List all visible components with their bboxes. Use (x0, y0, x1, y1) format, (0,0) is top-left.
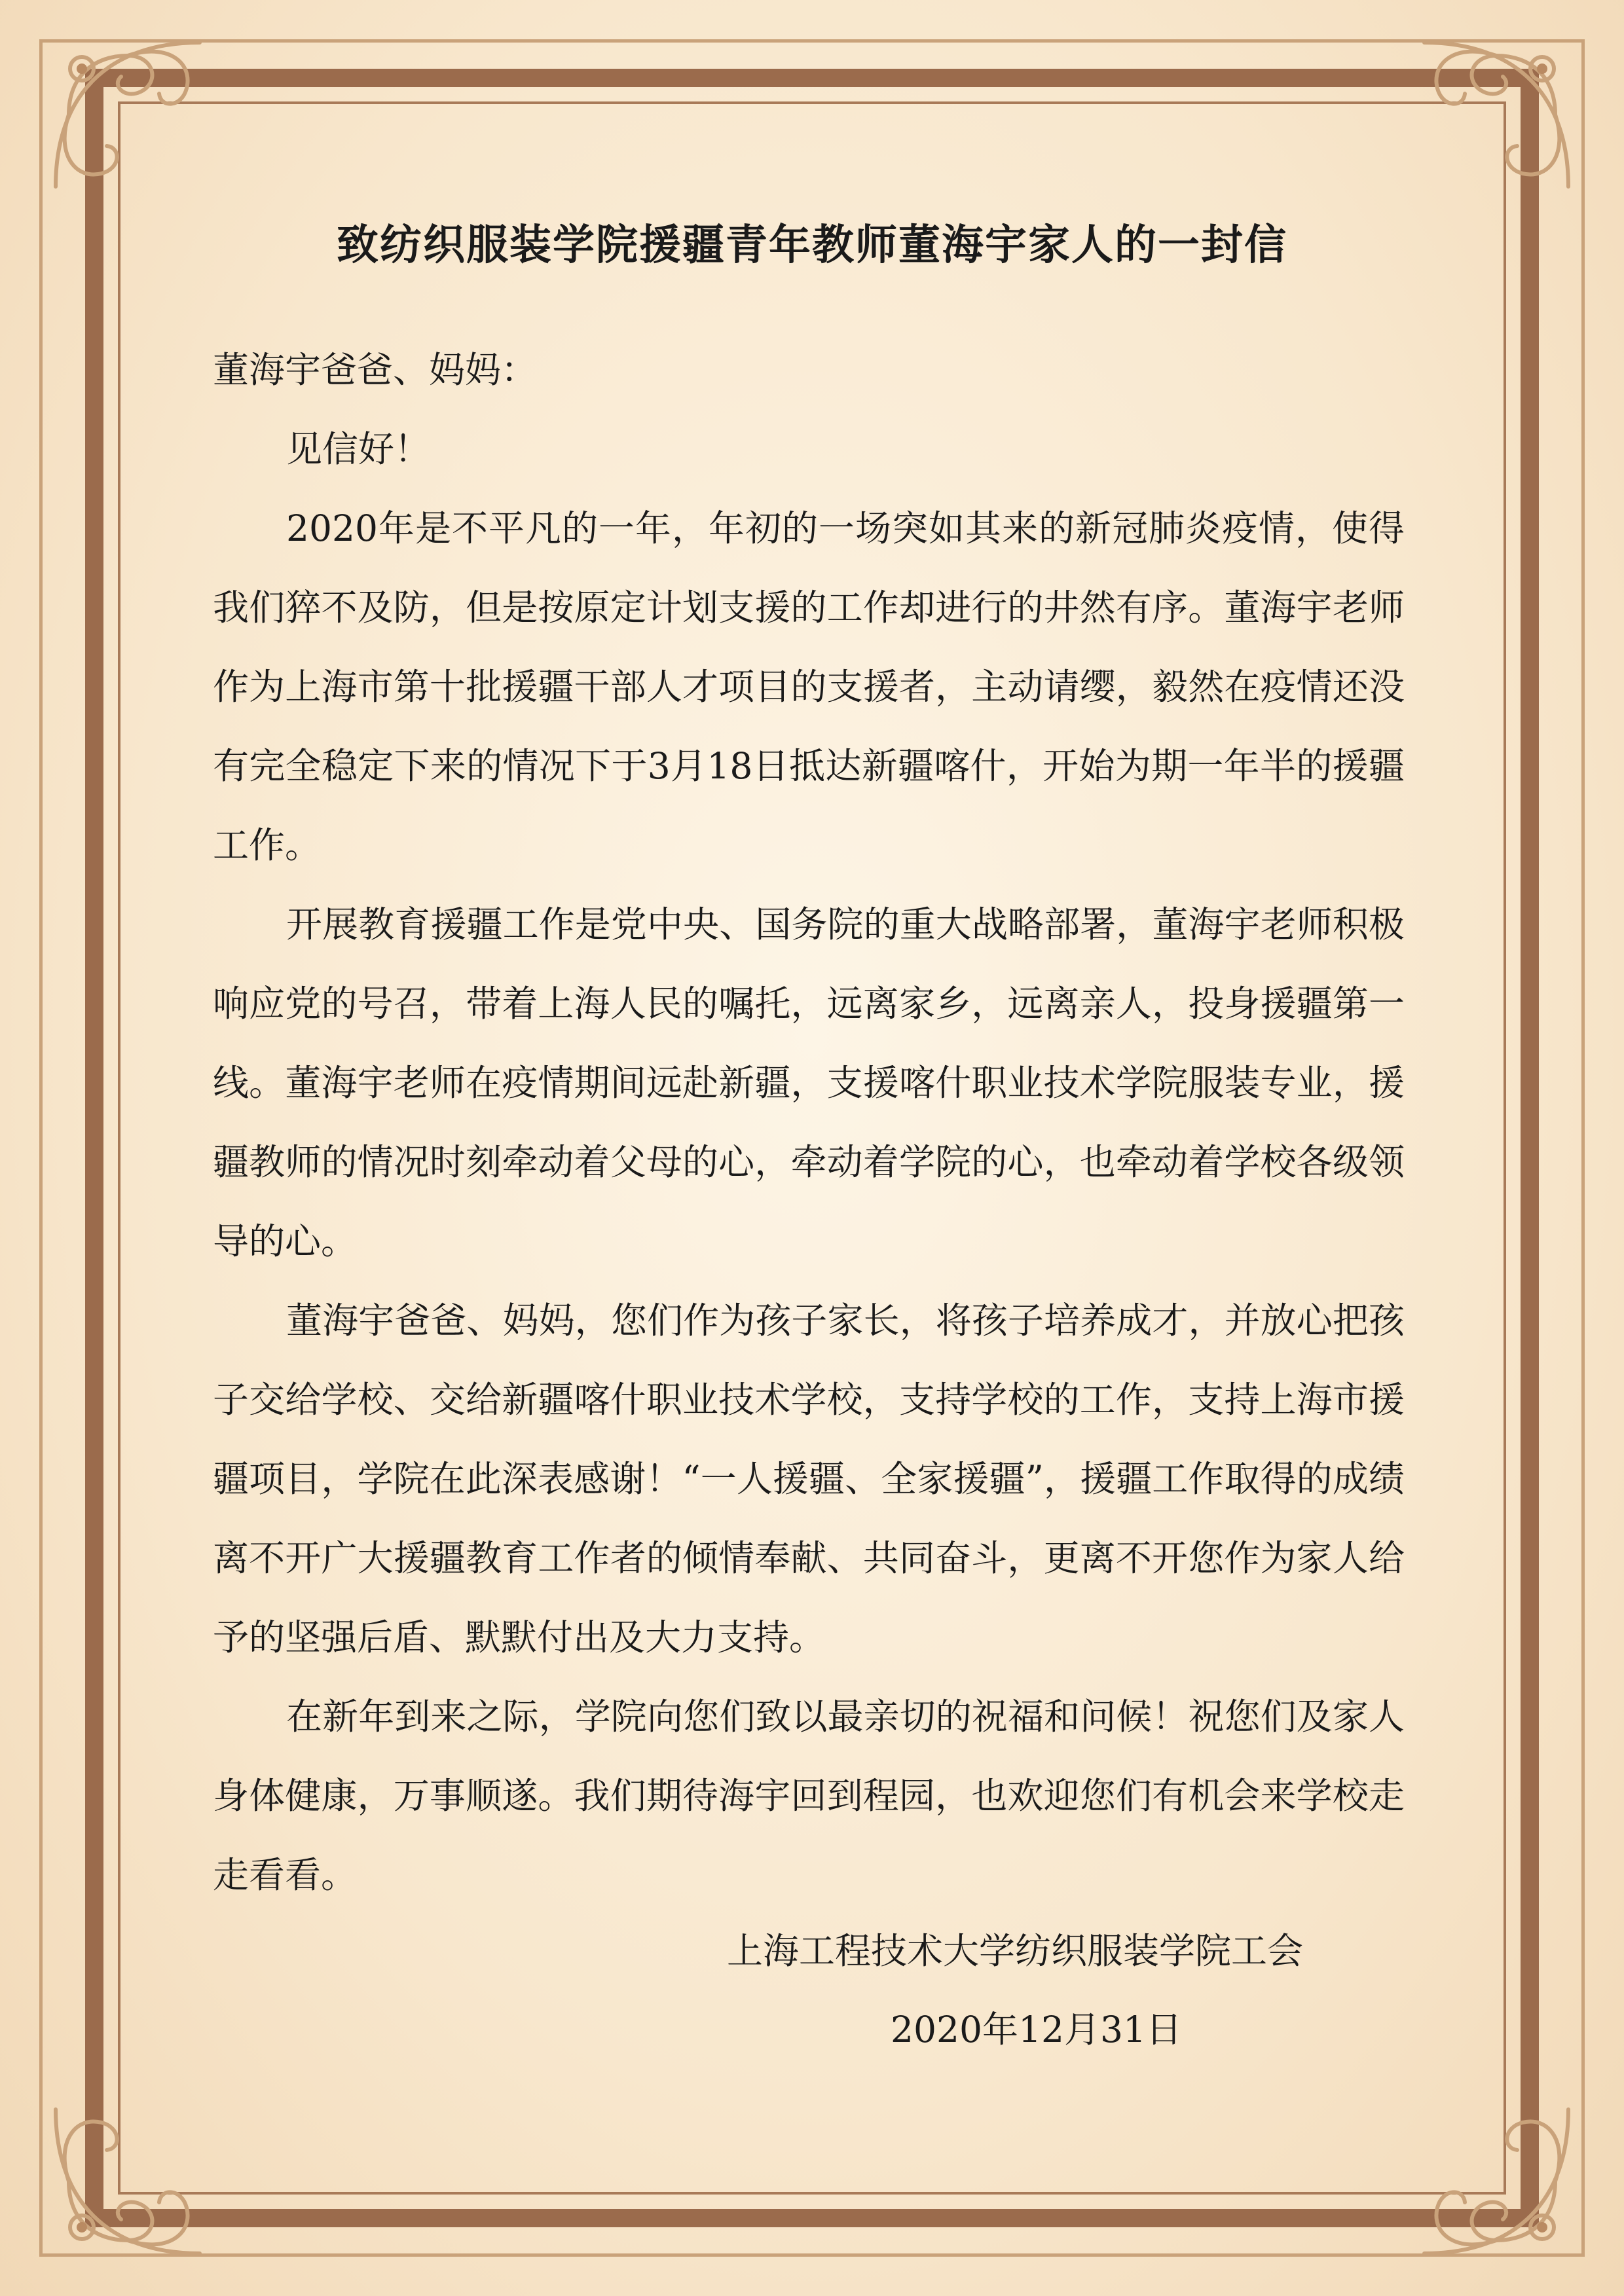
letter-title: 致纺织服装学院援疆青年教师董海宇家人的一封信 (337, 221, 1287, 270)
corner-flourish-icon (1398, 16, 1595, 213)
corner-flourish-icon (1398, 2083, 1595, 2280)
corner-flourish-icon (29, 2083, 226, 2280)
letter-salutation: 董海宇爸爸、妈妈： (213, 349, 538, 391)
letter-signature: 上海工程技术大学纺织服装学院工会 (727, 1930, 1304, 1972)
corner-flourish-icon (29, 16, 226, 213)
letter-date: 2020年12月31日 (891, 2009, 1182, 2050)
letter-paragraph: 董海宇爸爸、妈妈，您们作为孩子家长，将孩子培养成才，并放心把孩子交给学校、交给新疆喀什职业技术学校，支持学校的工作，支持上海市援疆项目，学院在此深表感谢！“一人援疆、全家援疆”，援疆工作取得的成绩离不开广大援疆教育工作者的倾情奉献、共同奋斗，更离不开您作为家人给予的坚强后盾、默默付出及大力支持。 (213, 1300, 1405, 1658)
letter-body (213, 331, 1405, 1915)
letter-paragraph: 在新年到来之际，学院向您们致以最亲切的祝福和问候！祝您们及家人身体健康，万事顺遂。我们期待海宇回到程园，也欢迎您们有机会来学校走走看看。 (213, 1696, 1405, 1896)
letter-paragraph: 见信好！ (286, 428, 431, 470)
letter-paragraph: 开展教育援疆工作是党中央、国务院的重大战略部署，董海宇老师积极响应党的号召，带着上海人民的嘱托，远离家乡，远离亲人，投身援疆第一线。董海宇老师在疫情期间远赴新疆，支援喀什职业技术学院服装专业，援疆教师的情况时刻牵动着父母的心，牵动着学院的心，也牵动着学校各级领导的心。 (213, 903, 1405, 1262)
letter-paragraph: 2020年是不平凡的一年，年初的一场突如其来的新冠肺炎疫情，使得我们猝不及防，但是按原定计划支援的工作却进行的井然有序。董海宇老师作为上海市第十批援疆干部人才项目的支援者，主动请缨，毅然在疫情还没有完全稳定下来的情况下于3月18日抵达新疆喀什，开始为期一年半的援疆工作。 (213, 507, 1405, 866)
